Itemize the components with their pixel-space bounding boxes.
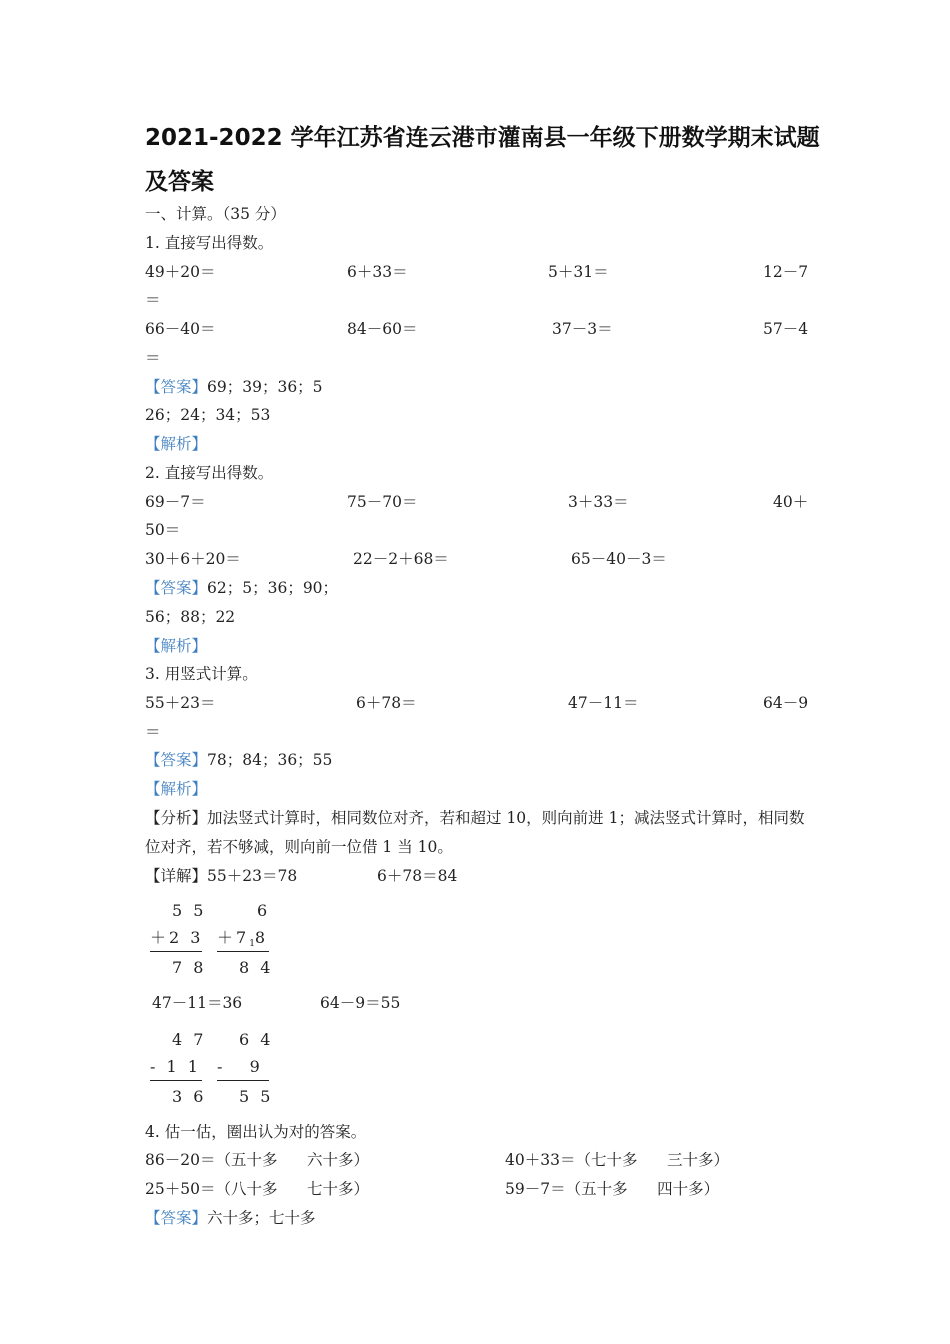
- q3-answer: [145, 750, 332, 770]
- q1-expr: 6＋33＝: [347, 263, 408, 281]
- vertical-digit: 8: [254, 928, 269, 947]
- vertical-result: 5 5: [239, 1087, 274, 1106]
- q1-expr: 5＋31＝: [548, 263, 609, 281]
- q4-answer: [145, 1208, 316, 1228]
- answer-text: 62；5；36；90；: [207, 579, 339, 597]
- vertical-result: 3 6: [172, 1087, 207, 1106]
- q3-expr: 47－11＝: [568, 694, 639, 712]
- q1-expr: 66－40＝: [145, 320, 216, 338]
- carry-mark: 1: [249, 939, 255, 949]
- answer-label: 【答案】: [145, 378, 208, 396]
- fenxi-text: 加法竖式计算时，相同数位对齐，若和超过 10，则向前进 1；减法竖式计算时，相同数: [207, 809, 805, 827]
- vertical-result: 7 8: [172, 958, 207, 977]
- q2-expr: 30＋6＋20＝: [145, 550, 241, 568]
- fenxi-line2: 位对齐，若不够减，则向前一位借 1 当 10。: [145, 838, 453, 856]
- vertical-top: 5 5: [172, 901, 207, 920]
- answer-text: 69；39；36；5: [207, 378, 323, 396]
- vertical-operand: [217, 928, 268, 951]
- q4-estimate: 25＋50＝（八十多 七十多）: [145, 1180, 370, 1198]
- q3-expr: 6＋78＝: [356, 694, 417, 712]
- xiangjie-text: 55＋23＝78: [207, 867, 298, 885]
- q4-heading: 4. 估一估，圈出认为对的答案。: [145, 1123, 367, 1141]
- q3-expr-wrap: ＝: [145, 723, 161, 741]
- answer-text: 六十多；七十多: [207, 1209, 316, 1227]
- vertical-operand: - 9: [217, 1057, 263, 1076]
- answer-text: 78；84；36；55: [207, 751, 333, 769]
- q2-expr: 22－2＋68＝: [353, 550, 449, 568]
- vertical-operand: ＋2 3: [150, 928, 204, 947]
- q3-heading: 3. 用竖式计算。: [145, 665, 258, 683]
- q1-expr: 12－7: [763, 263, 809, 281]
- q1-heading: 1. 直接写出得数。: [145, 234, 274, 252]
- vertical-op: ＋7: [217, 928, 250, 947]
- q1-expr: 57－4: [763, 320, 809, 338]
- answer-label: 【答案】: [145, 1209, 208, 1227]
- q4-estimate: 86－20＝（五十多 六十多）: [145, 1151, 370, 1169]
- q2-expr: 40＋: [773, 493, 809, 511]
- q3-expr: 55＋23＝: [145, 694, 216, 712]
- q2-answer: [145, 578, 338, 598]
- q1-expr: 37－3＝: [552, 320, 613, 338]
- q1-expr-wrap: ＝: [145, 349, 161, 367]
- q2-expr: 65－40－3＝: [571, 550, 667, 568]
- jiexi-label: 【解析】: [145, 780, 208, 798]
- xiangjie-line: [145, 866, 297, 886]
- q2-expr: 75－70＝: [347, 493, 418, 511]
- fenxi-line: [145, 808, 804, 828]
- section-heading: 一、计算。（35 分）: [145, 205, 286, 223]
- q1-answer-line2: 26；24；34；53: [145, 406, 271, 424]
- vertical-rule: [150, 951, 202, 952]
- answer-label: 【答案】: [145, 751, 208, 769]
- q1-expr: 49＋20＝: [145, 263, 216, 281]
- q1-answer: [145, 377, 323, 397]
- q2-expr: 69－7＝: [145, 493, 206, 511]
- q1-expr: 84－60＝: [347, 320, 418, 338]
- vertical-operand: - 1 1: [150, 1057, 201, 1076]
- vertical-top: 4 7: [172, 1030, 207, 1049]
- xiangjie-label: 【详解】: [145, 867, 208, 885]
- jiexi-label: 【解析】: [145, 637, 208, 655]
- jiexi-label: 【解析】: [145, 435, 208, 453]
- vertical-top: 6: [257, 901, 271, 920]
- xiangjie-text: 64－9＝55: [320, 994, 401, 1012]
- vertical-rule: [150, 1080, 202, 1081]
- q2-heading: 2. 直接写出得数。: [145, 464, 274, 482]
- q2-expr: 3＋33＝: [568, 493, 629, 511]
- xiangjie-text: 47－11＝36: [152, 994, 243, 1012]
- vertical-result: 8 4: [239, 958, 274, 977]
- vertical-rule: [217, 951, 269, 952]
- fenxi-label: 【分析】: [145, 809, 208, 827]
- xiangjie-text: 6＋78＝84: [377, 867, 458, 885]
- q4-estimate: 59－7＝（五十多 四十多）: [505, 1180, 720, 1198]
- q2-answer-line2: 56；88；22: [145, 608, 236, 626]
- vertical-rule: [217, 1080, 269, 1081]
- q1-expr-wrap: ＝: [145, 291, 161, 309]
- q3-expr: 64－9: [763, 694, 809, 712]
- vertical-top: 6 4: [239, 1030, 274, 1049]
- q4-estimate: 40＋33＝（七十多 三十多）: [505, 1151, 730, 1169]
- answer-label: 【答案】: [145, 579, 208, 597]
- q2-expr-wrap: 50＝: [145, 521, 181, 539]
- document-title: 2021-2022 学年江苏省连云港市灌南县一年级下册数学期末试题及答案: [145, 125, 820, 195]
